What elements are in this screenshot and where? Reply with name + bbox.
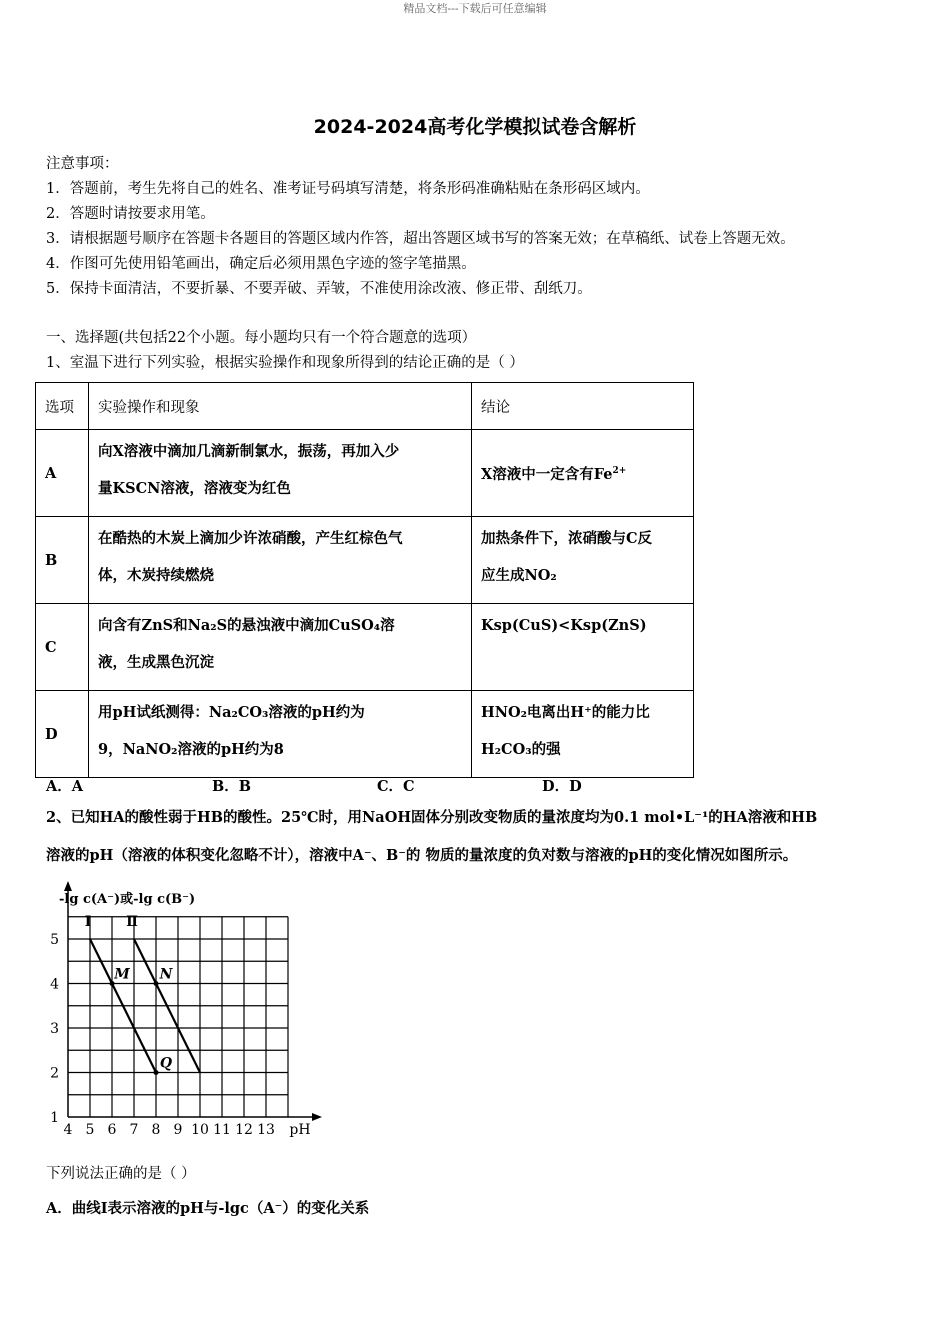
conclusion-cell bbox=[472, 691, 694, 778]
x-tick-label: 10 bbox=[191, 1122, 209, 1138]
option-cell: A bbox=[36, 430, 89, 517]
x-tick-label: 13 bbox=[257, 1122, 275, 1138]
point-label: N bbox=[159, 966, 173, 983]
y-tick-label: 5 bbox=[50, 932, 59, 948]
conclusion-line: Ksp(CuS)<Ksp(ZnS) bbox=[481, 617, 647, 634]
choice-d[interactable]: D．D bbox=[542, 778, 582, 795]
q2-option-a[interactable]: A．曲线Ⅰ表示溶液的pH与-lgc（A⁻）的变化关系 bbox=[46, 1200, 370, 1217]
superscript: 2+ bbox=[612, 466, 627, 477]
choice-b[interactable]: B．B bbox=[212, 778, 252, 795]
option-cell: B bbox=[36, 517, 89, 604]
operation-cell bbox=[89, 691, 472, 778]
operation-line: 9，NaNO₂溶液的pH约为8 bbox=[98, 741, 284, 758]
y-tick-label: 4 bbox=[50, 976, 59, 993]
watermark: 精品文档---下载后可任意编辑 bbox=[403, 2, 547, 15]
notice-heading: 注意事项： bbox=[46, 156, 119, 172]
notice-item: 5．保持卡面清洁，不要折暴、不要弄破、弄皱，不准使用涂改液、修正带、刮纸刀。 bbox=[46, 281, 592, 297]
operation-cell bbox=[89, 430, 472, 517]
conclusion-cell bbox=[472, 430, 694, 517]
notice-item: 3．请根据题号顺序在答题卡各题目的答题区域内作答，超出答题区域书写的答案无效；在草稿纸、试卷上答题无效。 bbox=[46, 231, 795, 247]
y-tick-label: 1 bbox=[50, 1110, 59, 1126]
series-label: Ⅰ bbox=[84, 914, 92, 931]
header-cell: 结论 bbox=[472, 383, 694, 430]
x-tick-label: 12 bbox=[235, 1122, 253, 1138]
q2-stem-line: 2、已知HA的酸性弱于HB的酸性。25℃时，用NaOH固体分别改变物质的量浓度均为0.1 mol•L⁻¹的HA溶液和HB bbox=[46, 809, 818, 826]
x-tick-label: 4 bbox=[63, 1122, 73, 1138]
chart-series bbox=[85, 914, 200, 1075]
q2-stem bbox=[46, 799, 916, 875]
conclusion-text: X溶液中一定含有Fe bbox=[481, 465, 613, 483]
ph-chart bbox=[45, 878, 345, 1143]
conclusion-cell bbox=[472, 517, 694, 604]
operation-line: 在酷热的木炭上滴加少许浓硝酸，产生红棕色气 bbox=[98, 530, 403, 547]
operation-line: 用pH试纸测得：Na₂CO₃溶液的pH约为 bbox=[98, 704, 365, 721]
operation-line: 向X溶液中滴加几滴新制氯水，振荡，再加入少 bbox=[98, 443, 400, 460]
q1-table bbox=[35, 382, 694, 778]
operation-line: 液，生成黑色沉淀 bbox=[98, 654, 214, 671]
operation-line: 体，木炭持续燃烧 bbox=[98, 567, 214, 584]
option-cell: C bbox=[36, 604, 89, 691]
header-cell: 实验操作和现象 bbox=[89, 383, 472, 430]
point-label: Q bbox=[159, 1055, 173, 1072]
x-tick-label: 9 bbox=[173, 1122, 183, 1138]
x-tick-label: 5 bbox=[85, 1122, 95, 1138]
x-tick-label: 6 bbox=[107, 1122, 117, 1138]
table-row bbox=[36, 430, 694, 517]
header-cell: 选项 bbox=[36, 383, 89, 430]
notice-item: 1．答题前，考生先将自己的姓名、准考证号码填写清楚，将条形码准确粘贴在条形码区域内。 bbox=[46, 181, 650, 197]
table-row bbox=[36, 691, 694, 778]
data-point bbox=[154, 981, 159, 986]
q1-stem: 1、室温下进行下列实验，根据实验操作和现象所得到的结论正确的是（ ） bbox=[46, 355, 524, 371]
x-tick-label: 8 bbox=[151, 1122, 161, 1138]
conclusion-line: 应生成NO₂ bbox=[481, 567, 557, 584]
conclusion-line: H₂CO₃的强 bbox=[481, 741, 561, 758]
table-header-row bbox=[36, 383, 694, 430]
x-tick-label: 7 bbox=[129, 1122, 139, 1138]
operation-line: 向含有ZnS和Na₂S的悬浊液中滴加CuSO₄溶 bbox=[98, 617, 395, 634]
choice-a[interactable]: A．A bbox=[46, 778, 84, 795]
conclusion-line: 加热条件下，浓硝酸与C反 bbox=[481, 530, 653, 547]
q2-question: 下列说法正确的是（ ） bbox=[46, 1166, 196, 1182]
section-heading: 一、选择题(共包括22个小题。每小题均只有一个符合题意的选项） bbox=[46, 330, 477, 346]
conclusion-line: HNO₂电离出H⁺的能力比 bbox=[481, 704, 650, 721]
choice-c[interactable]: C．C bbox=[377, 778, 415, 795]
x-axis-label: pH bbox=[289, 1122, 311, 1138]
q2-stem-line: 溶液的pH（溶液的体积变化忽略不计），溶液中A⁻、B⁻的 物质的量浓度的负对数与溶液的pH的变化情况如图所示。 bbox=[46, 847, 798, 864]
notice-item: 4．作图可先使用铅笔画出，确定后必须用黑色字迹的签字笔描黑。 bbox=[46, 256, 476, 272]
chart-ylabel: -lg c(A⁻)或-lg c(B⁻) bbox=[59, 892, 196, 907]
operation-cell bbox=[89, 604, 472, 691]
table-row bbox=[36, 604, 694, 691]
data-point bbox=[154, 1070, 159, 1075]
point-label: M bbox=[114, 966, 130, 983]
operation-cell bbox=[89, 517, 472, 604]
conclusion-cell bbox=[472, 604, 694, 691]
table-row bbox=[36, 517, 694, 604]
x-axis-arrow bbox=[312, 1113, 322, 1121]
series-label: Ⅱ bbox=[126, 914, 138, 931]
y-tick-label: 3 bbox=[50, 1021, 59, 1037]
x-tick-label: 11 bbox=[213, 1122, 231, 1138]
y-tick-label: 2 bbox=[50, 1065, 59, 1082]
chart-grid bbox=[68, 917, 288, 1117]
operation-line: 量KSCN溶液，溶液变为红色 bbox=[98, 480, 291, 497]
y-axis-arrow bbox=[64, 881, 72, 891]
option-cell: D bbox=[36, 691, 89, 778]
page-title: 2024-2024高考化学模拟试卷含解析 bbox=[313, 116, 637, 138]
notice-item: 2．答题时请按要求用笔。 bbox=[46, 206, 215, 222]
